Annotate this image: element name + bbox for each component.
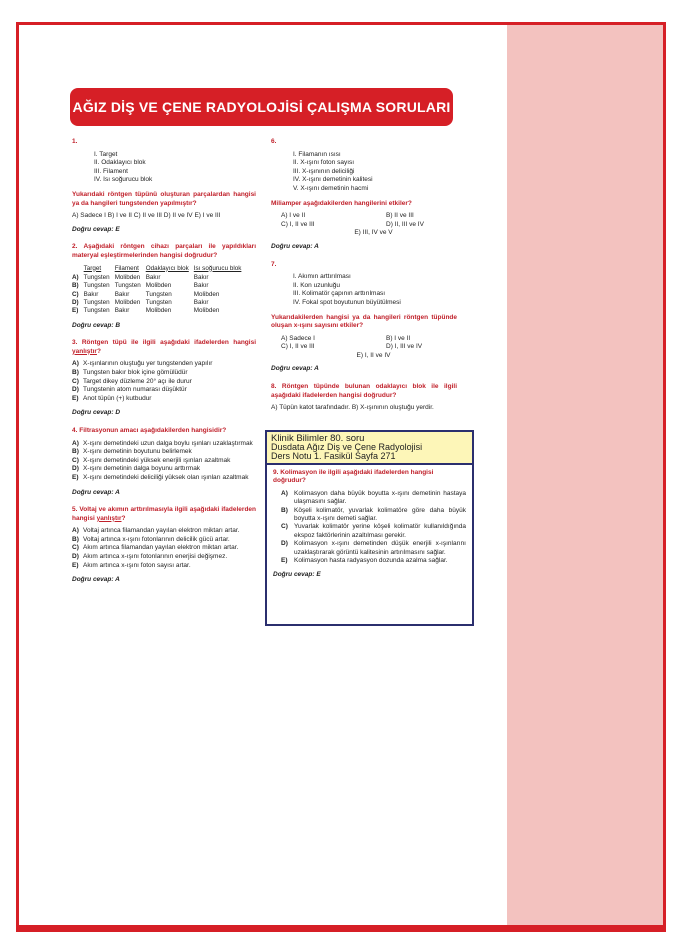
list-item: I. Akımın arttırılması — [293, 273, 351, 281]
table-header: Isı soğurucu blok — [193, 264, 242, 272]
answer-options: A) Tüpün katot tarafındadır. B) X-ışınının oluştuğu yerdir. — [271, 404, 434, 412]
option: D) X-ışını demetinin dalga boyunu arttırmak — [72, 465, 201, 473]
question-text: Yukarıdaki röntgen tüpünü oluşturan parçalardan hangisi ya da hangileri tungstenden yapılmıştır? — [72, 190, 256, 207]
table-header: Filament — [114, 264, 139, 272]
option: A) Kolimasyon daha büyük boyutta x-ışını demetinin hastaya ulaşmasını sağlar. — [281, 489, 466, 506]
answer-options — [281, 490, 466, 566]
list-item: IV. Fokal spot boyutunun büyütülmesi — [293, 298, 401, 306]
answer-options — [72, 360, 256, 403]
question-8 — [271, 383, 457, 413]
answer-options: A) Sadece I B) I ve II C) II ve III D) II ve IV E) I ve III — [72, 212, 221, 220]
list-item: I. Filamanın ısısı — [293, 150, 341, 158]
option: D) Kolimasyon x-ışını demetinden düşük enerjili x-ışınlarını uzaklaştırarak görüntü kalitesinin artırılmasını sağlar. — [281, 540, 466, 556]
list-item: III. Filament — [94, 167, 128, 175]
table-row: C) Bakır Bakır Tungsten Molibden — [72, 290, 220, 298]
option: A) X-ışını demetindeki uzun dalga boylu ışınları uzaklaştırmak — [72, 439, 253, 447]
question-number: 6. — [271, 138, 277, 145]
table-row: A) Tungsten Molibden Bakır Bakır — [72, 274, 209, 282]
question-text: 4. Filtrasyonun amacı aşağıdakilerden hangisidir? — [72, 426, 227, 434]
option: C) X-ışını demetindeki yüksek enerjili ışınları azaltmak — [72, 456, 231, 464]
option: A) X-ışınlarının oluştuğu yer tungstenden yapılır — [72, 360, 213, 368]
answer-options: A) I ve II B) II ve III C) I, II ve III D) II, III ve IV E) III, IV ve V — [281, 212, 424, 237]
source-note — [267, 432, 472, 465]
option: D) Akım artınca x-ışını fotonlarının enerjisi değişmez. — [72, 553, 228, 561]
source-line: Dusdata Ağız Diş ve Çene Radyolojisi — [271, 442, 423, 452]
list-item: III. Kolimatör çapının arttırılması — [293, 290, 386, 298]
question-text: Miliamper aşağıdakilerden hangilerini etkiler? — [271, 199, 412, 207]
option: C) Akım artınca filamandan yayılan elektron miktarı artar. — [72, 544, 239, 552]
question-text: Yukarıdakilerden hangisi ya da hangileri röntgen tüpünde oluşan x-ışını sayısını etkiler? — [271, 313, 457, 330]
option: E) Akım artınca x-ışını foton sayısı artar. — [72, 561, 191, 569]
option: B) X-ışını demetinin boyutunu belirlemek — [72, 448, 192, 456]
material-table — [72, 265, 246, 316]
list-item: II. Kon uzunluğu — [293, 281, 340, 289]
question-text: 2. Aşağıdaki röntgen cihazı parçaları ile yapıldıkları materyal eşleştirmelerinden hangisi doğrudur? — [72, 243, 256, 259]
question-text: 8. Röntgen tüpünde bulunan odaklayıcı blok ile ilgili aşağıdaki ifadelerden hangisi doğrudur? — [271, 383, 458, 399]
option: E) X-ışını demetindeki deliciliği yüksek olan ışınları azaltmak — [72, 473, 249, 481]
item-list — [94, 151, 256, 185]
table-row: E) Tungsten Bakır Molibden Molibden — [72, 307, 220, 315]
question-5 — [72, 506, 256, 585]
list-item: II. X-ışını foton sayısı — [293, 159, 355, 167]
table-row: D) Tungsten Molibden Tungsten Bakır — [72, 299, 209, 307]
option: C) Target dikey düzleme 20° açı ile durur — [72, 377, 192, 385]
question-7 — [271, 261, 457, 375]
answer-options — [72, 527, 256, 570]
question-9 — [267, 465, 472, 580]
question-number: 7. — [271, 260, 277, 268]
source-line: Klinik Bilimler 80. soru — [271, 433, 365, 444]
question-6 — [271, 138, 457, 252]
list-item: IV. X-ışını demetinin kalitesi — [293, 176, 373, 184]
option: E) Anot tüpün (+) kutbudur — [72, 394, 152, 402]
page-bottom-bar — [16, 927, 666, 932]
question-3 — [72, 339, 256, 418]
answer-options — [72, 440, 256, 483]
option: D) Tungstenin atom numarası düşüktür — [72, 386, 187, 394]
page-title-banner: AĞIZ DİŞ VE ÇENE RADYOLOJİSİ ÇALIŞMA SORULARI — [70, 88, 453, 126]
list-item: I. Target — [94, 150, 118, 158]
option: B) Tungsten bakır blok içine gömülüdür — [72, 368, 188, 376]
correct-answer: Doğru cevap: B — [72, 321, 121, 329]
list-item: III. X-ışınının deliciliği — [293, 167, 355, 175]
list-item: II. Odaklayıcı blok — [94, 159, 146, 167]
table-header: Odaklayıcı blok — [145, 264, 189, 272]
correct-answer: Doğru cevap: D — [72, 409, 121, 417]
item-list — [293, 151, 457, 194]
correct-answer: Doğru cevap: E — [72, 225, 120, 233]
correct-answer: Doğru cevap: A — [271, 242, 319, 250]
correct-answer: Doğru cevap: A — [72, 488, 120, 496]
answer-options: A) Sadece I B) I ve II C) I, II ve III D) I, III ve IV E) I, II ve IV — [281, 334, 423, 359]
table-row: B) Tungsten Tungsten Molibden Bakır — [72, 282, 209, 290]
option: B) Köşeli kolimatör, yuvarlak kolimatöre göre daha büyük boyutta x-ışını demeti sağlar. — [281, 506, 466, 523]
question-2 — [72, 243, 256, 330]
correct-answer: Doğru cevap: A — [72, 576, 120, 584]
table-header: Target — [83, 264, 102, 272]
right-column — [271, 138, 457, 422]
option: E) Kolimasyon hasta radyasyon dozunda azalma sağlar. — [281, 557, 448, 565]
question-number: 1. — [72, 138, 78, 145]
correct-answer: Doğru cevap: E — [273, 571, 321, 579]
option: A) Voltaj artınca filamandan yayılan elektron miktarı artar. — [72, 527, 240, 535]
item-list — [293, 273, 457, 307]
correct-answer: Doğru cevap: A — [271, 365, 319, 373]
question-4 — [72, 427, 256, 497]
question-text: 3. Röntgen tüpü ile ilgili aşağıdaki ifadelerden hangisi yanlıştır? — [72, 339, 256, 355]
question-1 — [72, 138, 256, 234]
left-column — [72, 138, 256, 594]
list-item: IV. Isı soğurucu blok — [94, 176, 153, 184]
question-text: 5. Voltaj ve akımın arttırılmasıyla ilgili aşağıdaki ifadelerden hangisi yanlıştır? — [72, 506, 256, 522]
option: C) Yuvarlak kolimatör yerine köşeli kolimatör kullanıldığında ekspoz faktörlerinin azaltılması gerekir. — [281, 523, 466, 539]
list-item: V. X-ışını demetinin hacmi — [293, 184, 369, 192]
source-line: Ders Notu 1. Fasikül Sayfa 271 — [271, 451, 396, 461]
option: B) Voltaj artınca x-ışını fotonlarının delicilik gücü artar. — [72, 535, 230, 543]
question-text: 9. Kolimasyon ile ilgili aşağıdaki ifadelerden hangisi doğrudur? — [273, 469, 434, 485]
source-callout-box — [265, 430, 474, 626]
